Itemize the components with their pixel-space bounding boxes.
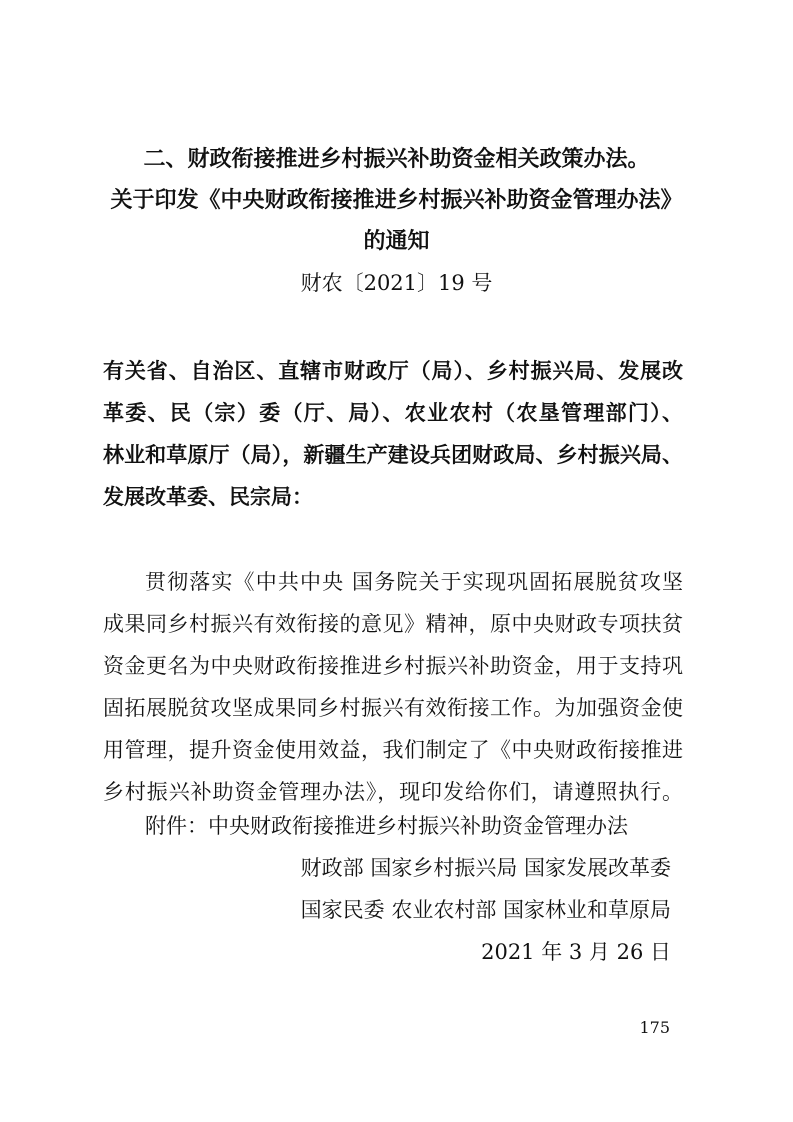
body-line: 乡村振兴补助资金管理办法》，现印发给你们，请遵照执行。 — [103, 780, 683, 804]
addressee-line: 发展改革委、民宗局： — [103, 485, 313, 509]
addressee-block — [103, 350, 683, 518]
document-number: 财农〔2021〕19 号 — [300, 271, 493, 295]
section-heading: 二、财政衔接推进乡村振兴补助资金相关政策办法。 — [143, 147, 650, 172]
addressee-line: 林业和草原厅（局），新疆生产建设兵团财政局、乡村振兴局、 — [103, 443, 683, 467]
body-line: 成果同乡村振兴有效衔接的意见》精神，原中央财政专项扶贫 — [103, 612, 683, 636]
signatories-line-1: 财政部 国家乡村振兴局 国家发展改革委 — [300, 856, 671, 880]
body-line: 用管理，提升资金使用效益，我们制定了《中央财政衔接推进 — [103, 738, 683, 762]
page-number: 175 — [639, 1018, 670, 1037]
body-line: 资金更名为中央财政衔接推进乡村振兴补助资金，用于支持巩 — [103, 654, 683, 678]
body-line: 固拓展脱贫攻坚成果同乡村振兴有效衔接工作。为加强资金使 — [103, 696, 683, 720]
attachment-line: 附件：中央财政衔接推进乡村振兴补助资金管理办法 — [145, 814, 628, 838]
body-line: 贯彻落实《中共中央 国务院关于实现巩固拓展脱贫攻坚 — [145, 570, 683, 594]
addressee-line: 有关省、自治区、直辖市财政厅（局）、乡村振兴局、发展改 — [103, 359, 683, 383]
notice-title-line-2: 的通知 — [363, 229, 430, 254]
addressee-line: 革委、民（宗）委（厅、局）、农业农村（农垦管理部门）、 — [103, 401, 683, 425]
body-paragraph — [103, 561, 683, 813]
issue-date: 2021 年 3 月 26 日 — [481, 940, 671, 964]
notice-title-line-1: 关于印发《中央财政衔接推进乡村振兴补助资金管理办法》 — [110, 188, 683, 213]
signatories-line-2: 国家民委 农业农村部 国家林业和草原局 — [300, 898, 671, 922]
